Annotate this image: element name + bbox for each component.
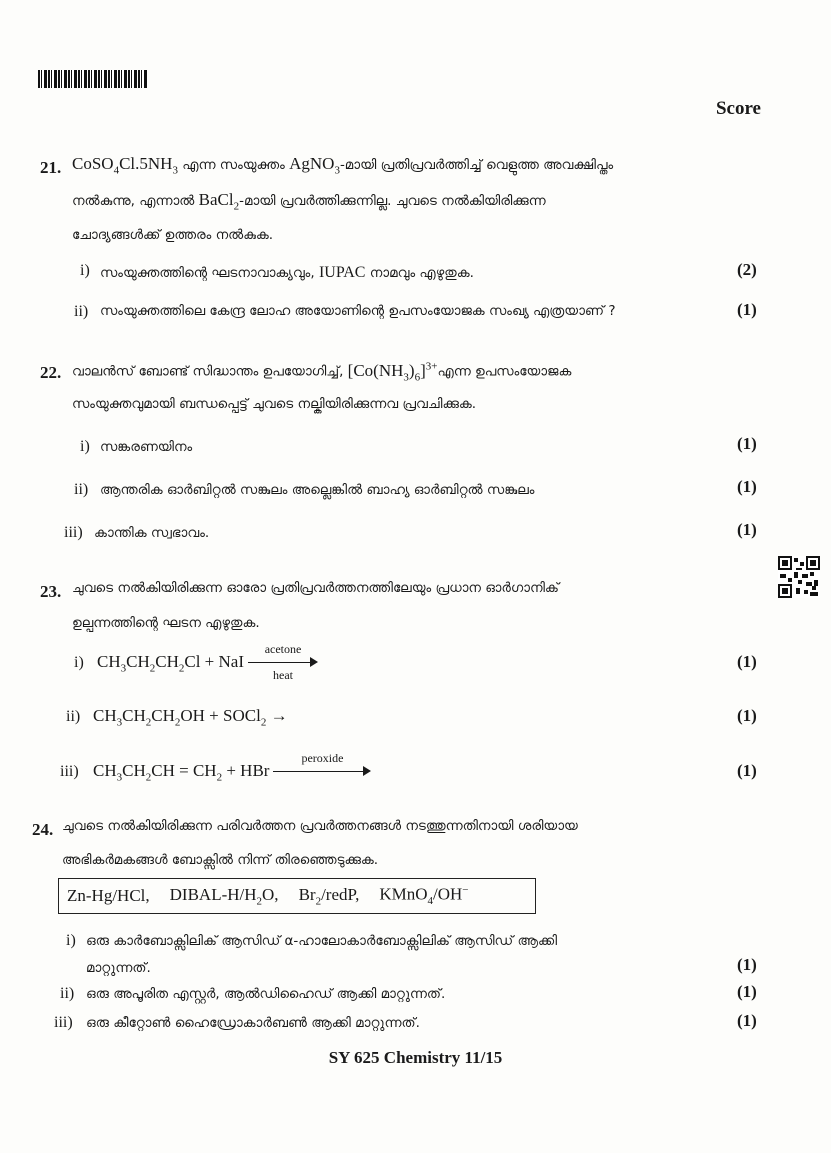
reaction-1: $CH_3CH_2CH_2Cl$ + NaI acetone heat [97, 652, 322, 674]
question-24-subpart-ii: ഒരു അപൂരിത എസ്റ്റർ, ആൽഡിഹൈഡ് ആക്കി മാറ്റുന്നത്. [86, 986, 446, 1002]
subpart-number: i) [80, 438, 90, 455]
mark-badge: (2) [737, 260, 757, 279]
mark-badge: (1) [737, 706, 757, 725]
question-21-line-1: $CoSO_4Cl.5NH_3$ എന്ന സംയുക്തം AgNO$_3$-മായി പ്രതിപ്രവർത്തിച്ച് വെളുത്ത അവക്ഷിപ്തം [72, 154, 614, 177]
mark-badge: (1) [737, 300, 757, 319]
mark-badge: (1) [737, 652, 757, 671]
mark-badge: (1) [737, 761, 757, 780]
reagent: KMnO$_4$/OH− [379, 884, 469, 908]
reagent: Zn-Hg/HCl, [67, 886, 150, 905]
question-22-line-1: വാലൻസ് ബോണ്ട് സിദ്ധാന്തം ഉപയോഗിച്ച്, $[Co(NH_3)_6]^{3+}എന്ന$ ഉപസംയോജക [72, 360, 572, 384]
subpart-number: i) [66, 932, 76, 949]
subpart-number: ii) [74, 303, 89, 320]
question-24-subpart-iii: ഒരു കീറ്റോൺ ഹൈഡ്രോകാർബൺ ആക്കി മാറ്റുന്നത്. [86, 1015, 420, 1031]
subpart-number: ii) [66, 708, 81, 725]
mark-badge: (1) [737, 477, 757, 496]
mark-badge: (1) [737, 1011, 757, 1030]
question-24-line-1: ചുവടെ നൽകിയിരിക്കുന്ന പരിവർത്തന പ്രവർത്തനങ്ങൾ നടത്തുന്നതിനായി ശരിയായ [62, 818, 578, 834]
question-21-subpart-i: സംയുക്തത്തിന്റെ ഘടനാവാക്യവും, IUPAC നാമവും എഴുതുക. [100, 264, 474, 281]
subpart-number: ii) [60, 985, 75, 1002]
question-number: 24. [32, 820, 54, 839]
question-24-subpart-i-line-1: ഒരു കാർബോക്സിലിക് ആസിഡ് α-ഹാലോകാർബോക്സിലിക് ആസിഡ് ആക്കി [86, 933, 558, 949]
subpart-number: iii) [64, 524, 83, 541]
reagent-box [58, 878, 536, 914]
reagent: DIBAL-$H/H_2O$, [169, 884, 279, 908]
mark-badge: (1) [737, 434, 757, 453]
question-number: 22. [40, 363, 62, 382]
barcode [38, 70, 148, 88]
subpart-number: i) [74, 654, 84, 671]
question-22-line-2: സംയുക്തവുമായി ബന്ധപ്പെട്ട് ചുവടെ നല്കിയിരിക്കുന്നവ പ്രവചിക്കുക. [72, 396, 477, 412]
question-21-line-2: നൽകുന്നു, എന്നാൽ BaCl$_2$-മായി പ്രവർത്തിക്കുന്നില്ല. ചുവടെ നൽകിയിരിക്കുന്ന [72, 190, 546, 213]
subpart-number: iii) [60, 763, 79, 780]
reaction-arrow-icon: peroxide [273, 766, 371, 778]
reaction-arrow-icon: acetone heat [248, 657, 318, 669]
question-22-subpart-i: സങ്കരണയിനം [100, 439, 193, 455]
reaction-3: $CH_3CH_2CH = CH_2$ + HBr peroxide [93, 761, 375, 783]
question-number: 23. [40, 582, 62, 601]
question-24-line-2: അഭികർമകങ്ങൾ ബോക്സിൽ നിന്ന് തിരഞ്ഞെടുക്കുക. [62, 852, 379, 868]
question-21-line-3: ചോദ്യങ്ങൾക്ക് ഉത്തരം നൽകുക. [72, 227, 274, 243]
question-21-subpart-ii: സംയുക്തത്തിലെ കേന്ദ്ര ലോഹ അയോണിന്റെ ഉപസംയോജക സംഖ്യ എത്രയാണ് ? [100, 303, 616, 319]
question-22-subpart-ii: ആന്തരിക ഓർബിറ്റൽ സങ്കുലം അല്ലെങ്കിൽ ബാഹ്യ ഓർബിറ്റൽ സങ്കുലം [100, 482, 535, 498]
page-footer: SY 625 Chemistry 11/15 [328, 1048, 503, 1067]
reaction-2: $CH_3CH_2CH_2OH$ + SOCl$_2$ → [93, 706, 288, 729]
subpart-number: i) [80, 262, 90, 279]
score-heading: Score [715, 98, 761, 119]
question-23-line-1: ചുവടെ നൽകിയിരിക്കുന്ന ഓരോ പ്രതിപ്രവർത്തനത്തിലേയും പ്രധാന ഓർഗാനിക് [72, 580, 559, 596]
mark-badge: (1) [737, 520, 757, 539]
reagent: $Br_2$/redP, [298, 884, 360, 908]
question-24-subpart-i-line-2: മാറ്റുന്നത്. [86, 960, 151, 976]
question-22-subpart-iii: കാന്തിക സ്വഭാവം. [94, 525, 210, 541]
qr-code-icon [778, 556, 820, 598]
subpart-number: ii) [74, 481, 89, 498]
mark-badge: (1) [737, 955, 757, 974]
question-number: 21. [40, 158, 62, 177]
question-23-line-2: ഉല്പന്നത്തിന്റെ ഘടന എഴുതുക. [72, 615, 260, 631]
subpart-number: iii) [54, 1014, 73, 1031]
mark-badge: (1) [737, 982, 757, 1001]
